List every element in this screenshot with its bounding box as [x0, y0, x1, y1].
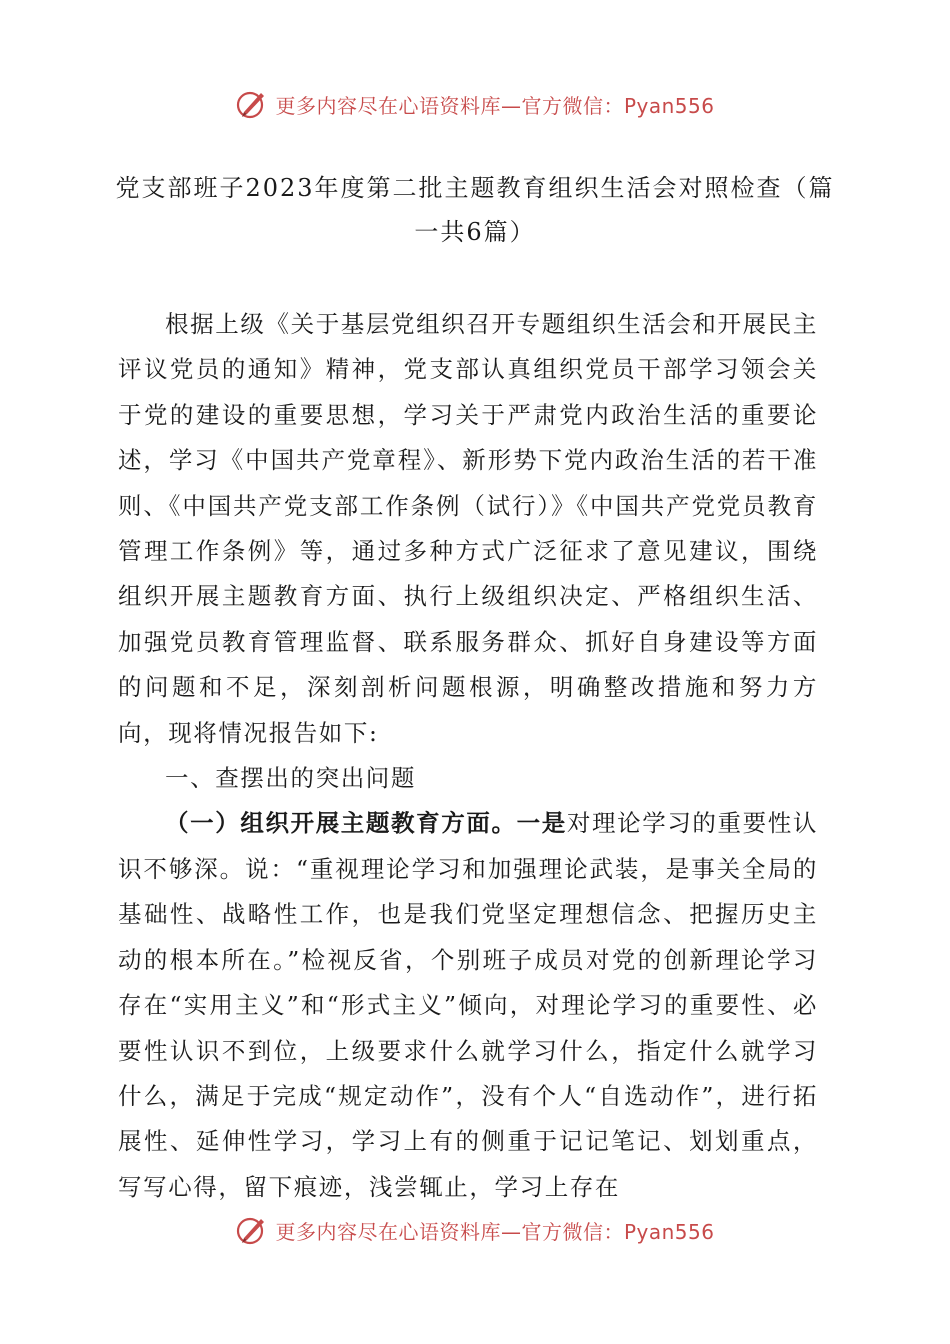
watermark-header [0, 84, 950, 124]
watermark-text: 更多内容尽在心语资料库—官方微信：Pyan556 [275, 1219, 715, 1244]
document-body [118, 302, 818, 1210]
watermark-footer [0, 1210, 950, 1250]
subsection-paragraph [118, 801, 818, 1210]
subsection-heading: （一）组织开展主题教育方面。 [165, 809, 517, 838]
watermark-text: 更多内容尽在心语资料库—官方微信：Pyan556 [275, 93, 715, 118]
document-title: 党支部班子2023年度第二批主题教育组织生活会对照检查（篇一共6篇） [115, 174, 835, 246]
pen-logo-icon [235, 1213, 269, 1247]
subsection-text: 对理论学习的重要性认识不够深。说：“重视理论学习和加强理论武装，是事关全局的基础性、战略性工作，也是我们党坚定理想信念、把握历史主动的根本所在。”检视反省，个别班子成员对党的创新理论学习存在“实用主义”和“形式主义”倾向，对理论学习的重要性、必要性认识不到位，上级要求什么就学习什么，指定什么就学习什么，满足于完成“规定动作”，没有个人“自选动作”，进行拓展性、延伸性学习，学习上有的侧重于记记笔记、划划重点，写写心得，留下痕迹，浅尝辄止，学习上存在 [118, 809, 818, 1201]
intro-paragraph: 根据上级《关于基层党组织召开专题组织生活会和开展民主评议党员的通知》精神，党支部认真组织党员干部学习领会关于党的建设的重要思想，学习关于严肃党内政治生活的重要论述，学习《中国共产党章程》、新形势下党内政治生活的若干准则、《中国共产党支部工作条例（试行）》《中国共产党党员教育管理工作条例》等，通过多种方式广泛征求了意见建议，围绕组织开展主题教育方面、执行上级组织决定、严格组织生活、加强党员教育管理监督、联系服务群众、抓好自身建设等方面的问题和不足，深刻剖析问题根源，明确整改措施和努力方向，现将情况报告如下: [118, 310, 818, 747]
section-heading: 一、查摆出的突出问题 [165, 764, 416, 793]
subsection-lead: 一是 [516, 809, 567, 838]
pen-logo-icon [235, 87, 269, 121]
